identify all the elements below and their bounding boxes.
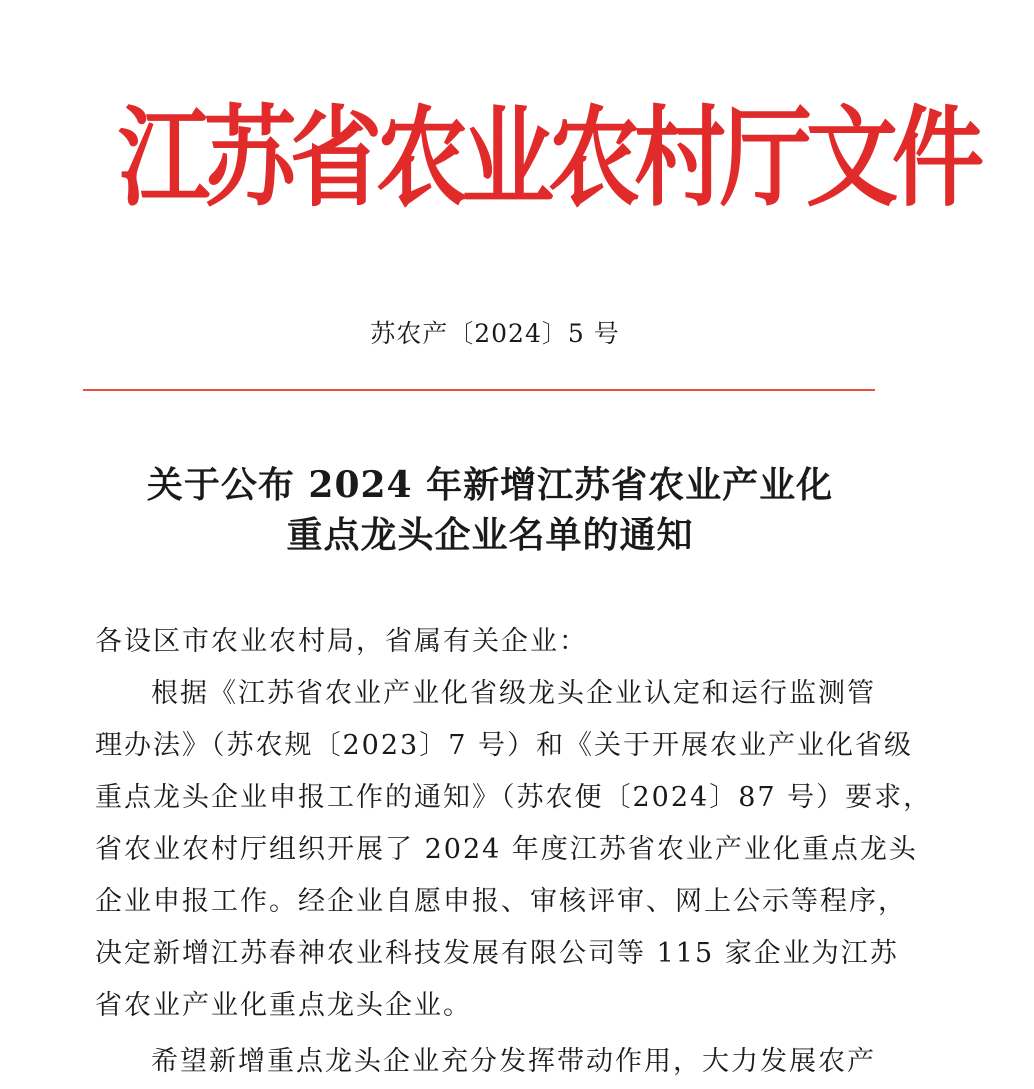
document-body bbox=[95, 616, 933, 1088]
paragraph-line: 省农业农村厅组织开展了 2024 年度江苏省农业产业化重点龙头 bbox=[95, 834, 918, 865]
paragraph-line: 重点龙头企业申报工作的通知》（苏农便〔2024〕87 号）要求， bbox=[95, 782, 933, 813]
document-title bbox=[0, 460, 980, 560]
document-number: 苏农产〔2024〕5 号 bbox=[370, 319, 620, 348]
paragraph-2 bbox=[95, 1036, 895, 1088]
document-masthead: 江苏省农业农村厅文件 bbox=[118, 94, 979, 222]
title-line-2: 重点龙头企业名单的通知 bbox=[286, 514, 694, 556]
paragraph-1 bbox=[95, 668, 933, 1032]
salutation: 各设区市农业农村局，省属有关企业： bbox=[95, 626, 588, 657]
paragraph-line: 希望新增重点龙头企业充分发挥带动作用，大力发展农产 bbox=[151, 1046, 876, 1077]
paragraph-line: 根据《江苏省农业产业化省级龙头企业认定和运行监测管 bbox=[151, 678, 876, 709]
paragraph-line: 理办法》（苏农规〔2023〕7 号）和《关于开展农业产业化省级 bbox=[95, 730, 913, 761]
title-line-1: 关于公布 2024 年新增江苏省农业产业化 bbox=[146, 464, 834, 506]
paragraph-line: 决定新增江苏春神农业科技发展有限公司等 115 家企业为江苏 bbox=[95, 938, 899, 969]
paragraph-line: 省农业产业化重点龙头企业。 bbox=[95, 990, 472, 1021]
red-divider-line bbox=[83, 389, 875, 391]
paragraph-line: 企业申报工作。经企业自愿申报、审核评审、网上公示等程序， bbox=[95, 886, 907, 917]
